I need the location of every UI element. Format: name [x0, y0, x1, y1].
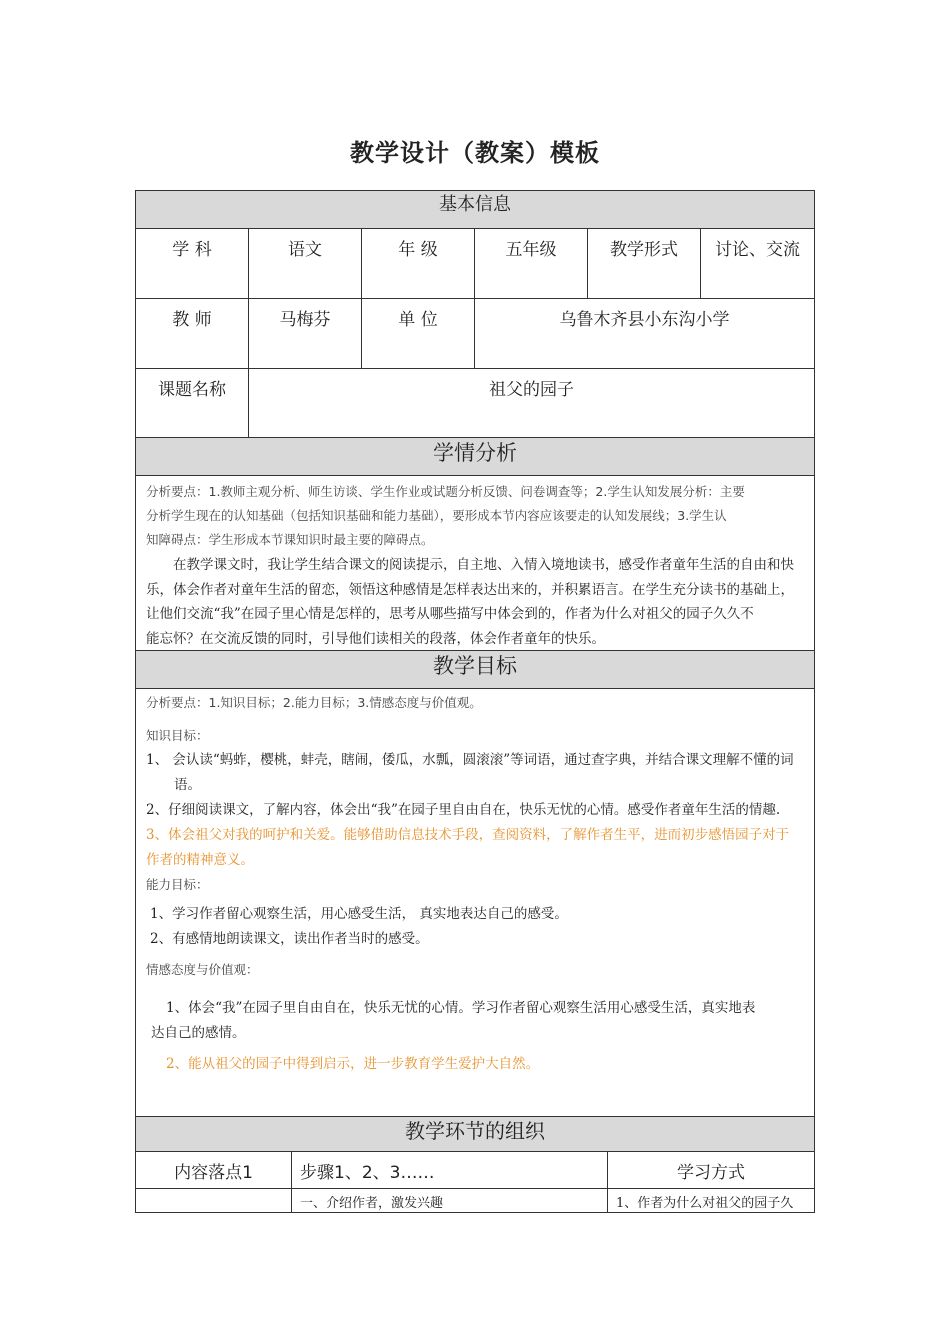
ability-goals-label: 能力目标：	[146, 877, 209, 892]
emotion-goals-label: 情感态度与价值观：	[146, 962, 259, 977]
process-column-row	[136, 1152, 814, 1189]
teacher-row	[136, 299, 814, 369]
teacher-label: 教 师	[136, 299, 249, 368]
document-title: 教学设计（教案）模板	[350, 139, 600, 167]
unit-value: 乌鲁木齐县小东沟小学	[559, 310, 730, 330]
knowledge-goal-1: 1、 会认读“蚂蚱，樱桃，蚌壳，瞎闹，倭瓜，水瓢，圆滚滚”等词语，通过查字典，并结合课文理解不懂的词	[146, 752, 794, 768]
knowledge-goal-2: 2、仔细阅读课文，了解内容，体会出“我”在园子里自由自在，快乐无忧的心情。感受作者童年生活的情趣.	[146, 802, 781, 818]
unit-label: 单 位	[362, 299, 475, 368]
goals-body	[136, 689, 814, 1117]
grade-label: 年 级	[362, 229, 475, 298]
emotion-goal-2: 2、能从祖父的园子中得到启示，进一步教育学生爱护大自然。	[166, 1056, 540, 1072]
method-1-text: 1、作者为什么对祖父的园子久	[616, 1196, 794, 1211]
subject-value: 语文	[249, 229, 362, 298]
basic-info-header	[136, 191, 814, 229]
learning-method-header: 学习方式	[677, 1163, 745, 1183]
grade-value: 五年级	[475, 229, 588, 298]
knowledge-goal-3-cont: 作者的精神意义。	[146, 852, 254, 868]
steps-header: 步骤1、2、3……	[292, 1152, 608, 1188]
topic-row	[136, 369, 814, 438]
analysis-hint-line: 分析学生现在的认知基础（包括知识基础和能力基础），要形成本节内容应该要走的认知发展线；3.学生认	[146, 508, 727, 523]
topic-value: 祖父的园子	[489, 380, 574, 400]
teacher-value: 马梅芬	[249, 299, 362, 368]
teaching-form-label: 教学形式	[588, 229, 701, 298]
analysis-title: 学情分析	[433, 441, 517, 465]
process-header	[136, 1117, 814, 1152]
analysis-body-line: 能忘怀？在交流反馈的同时，引导他们读相关的段落，体会作者童年的快乐。	[146, 630, 605, 647]
emotion-goal-1: 1、体会“我”在园子里自由自在，快乐无忧的心情。学习作者留心观察生活用心感受生活，真实地表	[166, 1000, 756, 1016]
step-1-text: 一、介绍作者，激发兴趣	[292, 1189, 608, 1212]
goals-title: 教学目标	[433, 654, 517, 678]
process-row-1	[136, 1189, 814, 1213]
goals-header	[136, 651, 814, 689]
topic-label: 课题名称	[136, 369, 249, 437]
emotion-goal-1-cont: 达自己的感情。	[151, 1025, 246, 1041]
analysis-body-line: 在教学课文时，我让学生结合课文的阅读提示，自主地、入情入境地读书，感受作者童年生活的自由和快	[173, 557, 794, 573]
analysis-hint-line: 知障碍点：学生形成本节课知识时最主要的障碍点。	[146, 532, 434, 547]
subject-label: 学 科	[136, 229, 249, 298]
teaching-form-value: 讨论、交流	[715, 240, 800, 260]
analysis-hint-line: 分析要点：1.教师主观分析、师生访谈、学生作业或试题分析反馈、问卷调查等；2.学生认知发展分析：主要	[146, 484, 745, 499]
analysis-body-line: 让他们交流“我”在园子里心情是怎样的，思考从哪些描写中体会到的，作者为什么对祖父的园子久久不	[146, 606, 754, 622]
subject-row	[136, 229, 814, 299]
analysis-body-line: 乐，体会作者对童年生活的留恋，领悟这种感情是怎样表达出来的，并积累语言。在学生充分读书的基础上，	[146, 581, 794, 598]
analysis-header	[136, 438, 814, 476]
knowledge-goals-label: 知识目标：	[146, 728, 209, 743]
goals-hint: 分析要点：1.知识目标；2.能力目标；3.情感态度与价值观。	[146, 695, 482, 710]
lesson-plan-table	[135, 190, 815, 1213]
process-title: 教学环节的组织	[405, 1119, 545, 1143]
knowledge-goal-3: 3、体会祖父对我的呵护和关爱。能够借助信息技术手段，查阅资料，了解作者生平，进而初步感悟园子对于	[146, 827, 790, 843]
content-point-header: 内容落点1	[136, 1152, 292, 1188]
analysis-body	[136, 476, 814, 651]
knowledge-goal-1-cont: 语。	[174, 777, 201, 793]
ability-goal-1: 1、学习作者留心观察生活，用心感受生活， 真实地表达自己的感受。	[150, 906, 568, 922]
content-point-cell	[136, 1189, 292, 1212]
ability-goal-2: 2、有感情地朗读课文，读出作者当时的感受。	[150, 931, 429, 947]
basic-info-title: 基本信息	[439, 194, 511, 215]
